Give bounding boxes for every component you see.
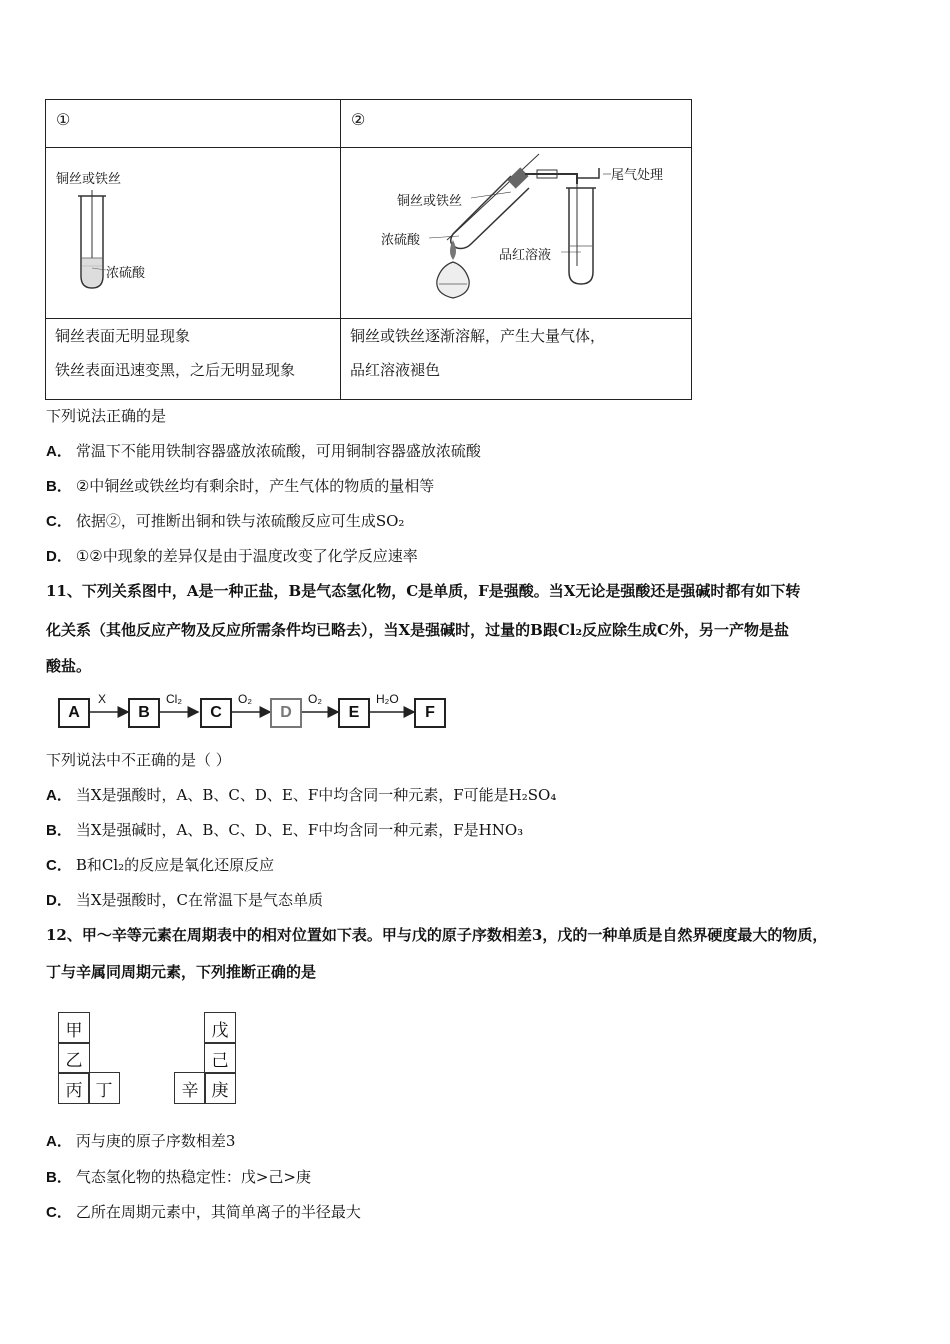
flow-node-e: E [338,698,370,728]
flow-arrow-label-1: X [98,692,107,706]
flow-node-c: C [200,698,232,728]
q12-stem-line-2: 丁与辛属同周期元素，下列推断正确的是 [46,963,317,981]
result-1-line-2: 铁丝表面迅速变黑，之后无明显现象 [55,361,296,379]
fig2-label-wire: 铜丝或铁丝 [397,194,463,209]
flow-node-a: A [58,698,90,728]
q10-option-a: A． 常温下不能用铁制容器盛放浓硫酸，可用铜制容器盛放浓硫酸 [46,442,481,460]
q11-stem-line-1: 11、下列关系图中，A是一种正盐，B是气态氢化物，C是单质，F是强酸。当X无论是强酸还是强碱时都有如下转 [46,582,801,600]
q11-option-a: A． 当X是强酸时，A、B、C、D、E、F中均含同一种元素，F可能是H₂SO₄ [46,786,557,804]
fig2-label-tail: 尾气处理 [611,168,664,183]
q12-stem-line-1: 12、甲～辛等元素在周期表中的相对位置如下表。甲与戊的原子序数相差3，戊的一种单质是自然界硬度最大的物质， [46,926,828,944]
fig2-label-acid: 浓硫酸 [381,233,421,248]
cell-geng: 庚 [204,1072,236,1104]
cell-ding: 丁 [88,1072,120,1104]
flow-node-b: B [128,698,160,728]
cell-jia: 甲 [58,1012,90,1044]
q11-stem-line-3: 酸盐。 [46,657,92,675]
flow-arrow-label-2: Cl₂ [166,692,182,706]
cell-wu: 戊 [204,1012,236,1044]
table-header-2: ② [341,100,692,148]
experiment-table [45,99,692,400]
fig1-label-wire: 铜丝或铁丝 [56,172,122,187]
flow-arrow-label-3: O₂ [238,692,252,706]
result-1-line-1: 铜丝表面无明显现象 [55,327,191,345]
result-2-line-1: 铜丝或铁丝逐渐溶解，产生大量气体， [350,327,606,345]
q11-prompt: 下列说法中不正确的是（ ） [46,751,231,769]
q10-prompt: 下列说法正确的是 [46,407,167,425]
q10-option-d: D． ①②中现象的差异仅是由于温度改变了化学反应速率 [46,547,418,565]
cell-ji: 己 [204,1042,236,1074]
flow-node-d: D [270,698,302,728]
table-header-1: ① [46,100,341,148]
q11-option-b: B． 当X是强碱时，A、B、C、D、E、F中均含同一种元素，F是HNO₃ [46,821,524,839]
q10-option-b: B． ②中铜丝或铁丝均有剩余时，产生气体的物质的量相等 [46,477,435,495]
fig2-label-solution: 品红溶液 [499,248,552,263]
cell-xin: 辛 [174,1072,206,1104]
q10-option-c: C． 依据②，可推断出铜和铁与浓硫酸反应可生成SO₂ [46,512,405,530]
q11-stem-line-2: 化关系（其他反应产物及反应所需条件均已略去），当X是强碱时，过量的B跟Cl₂反应除生成C外，另一产物是盐 [46,621,789,639]
result-2-line-2: 品红溶液褪色 [350,361,441,379]
result-cell-2 [341,319,692,400]
flow-arrow-label-5: H₂O [376,692,399,706]
q12-option-c: C． 乙所在周期元素中，其简单离子的半径最大 [46,1203,361,1221]
reaction-flow-chart [58,692,458,730]
q12-option-b: B． 气态氢化物的热稳定性：戊>己>庚 [46,1168,311,1186]
q11-option-c: C． B和Cl₂的反应是氧化还原反应 [46,856,275,874]
figure-cell-1 [46,148,341,319]
flow-arrow-label-4: O₂ [308,692,322,706]
q11-option-d: D． 当X是强酸时，C在常温下是气态单质 [46,891,324,909]
cell-yi: 乙 [58,1042,90,1074]
flow-node-f: F [414,698,446,728]
result-cell-1 [46,319,341,400]
periodic-table-fragment [58,1012,248,1104]
figure-cell-2 [341,148,692,319]
cell-bing: 丙 [58,1072,90,1104]
q12-option-a: A． 丙与庚的原子序数相差3 [46,1132,236,1150]
fig1-label-acid: 浓硫酸 [106,266,146,281]
